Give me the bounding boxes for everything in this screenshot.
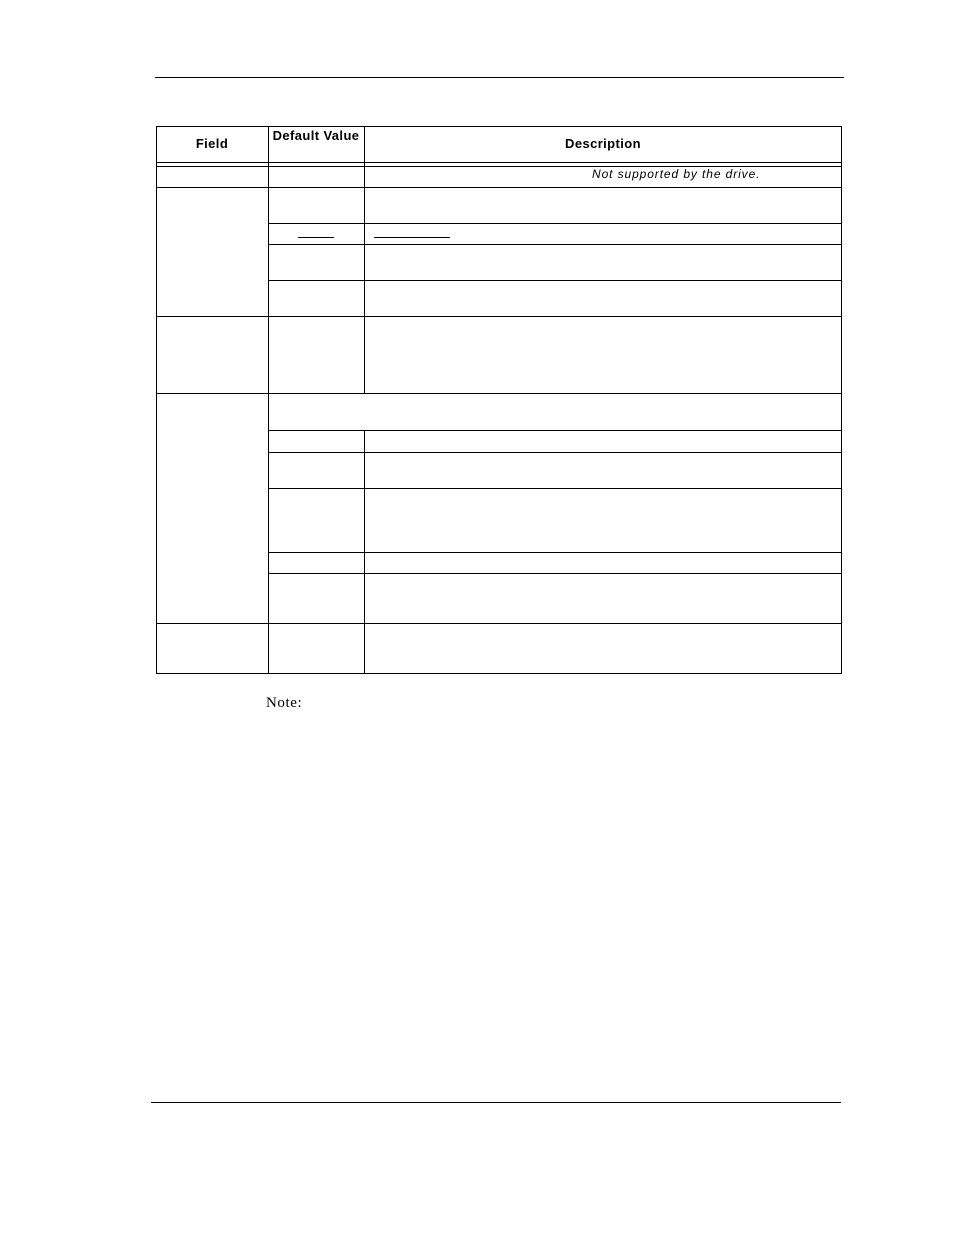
table-border-top (156, 126, 842, 127)
sub-row-rule (268, 280, 842, 281)
sub-row-rule (268, 552, 842, 553)
not-supported-note: Not supported by the drive. (592, 167, 761, 181)
header-rule-1 (156, 162, 842, 163)
sub-row-rule (268, 244, 842, 245)
table-border-bottom (156, 673, 842, 674)
column-header-description: Description (565, 136, 641, 151)
row-rule (156, 623, 842, 624)
row-rule (156, 316, 842, 317)
field-table (156, 126, 842, 674)
header-rule (155, 77, 844, 78)
footer-rule (151, 1102, 841, 1103)
column-header-field: Field (195, 136, 229, 151)
column-separator-1 (268, 126, 269, 674)
sub-row-rule (268, 223, 842, 224)
value-underline (298, 237, 334, 238)
table-border-right (841, 126, 842, 674)
description-underline (374, 237, 450, 238)
row-rule (156, 187, 842, 188)
sub-row-rule (268, 452, 842, 453)
sub-row-rule (268, 573, 842, 574)
table-border-left (156, 126, 157, 674)
note-label: Note: (266, 695, 303, 711)
sub-row-rule (268, 488, 842, 489)
row-rule (156, 393, 842, 394)
column-header-default-value: Default Value (272, 128, 360, 143)
sub-row-rule (268, 430, 842, 431)
